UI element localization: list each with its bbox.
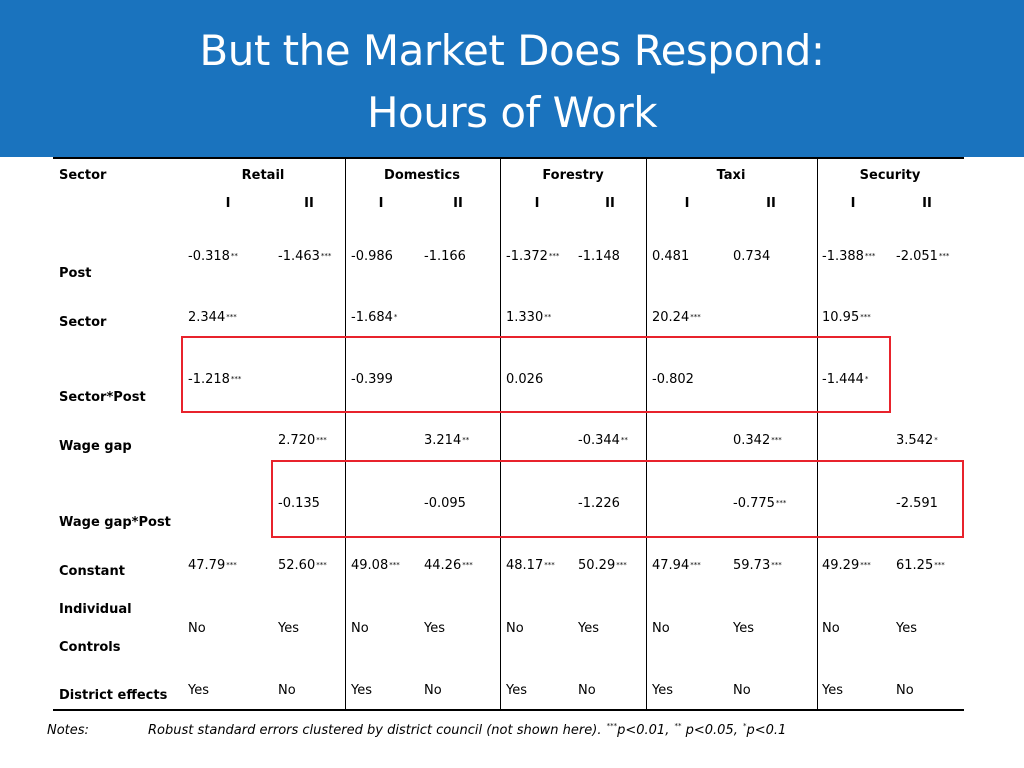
significance-stars: ***: [389, 561, 400, 569]
column-label: II: [453, 196, 463, 211]
table-cell: [896, 250, 949, 264]
significance-stars: ***: [938, 252, 950, 260]
cell-value: -0.318: [188, 249, 230, 264]
significance-stars: ***: [690, 561, 701, 569]
cell-value: Yes: [351, 683, 372, 698]
cell-value: 1.330: [506, 310, 544, 325]
significance-stars: *: [864, 375, 869, 383]
notes-label: Notes:: [47, 723, 89, 738]
cell-value: 61.25: [896, 558, 934, 573]
significance-stars: ***: [934, 561, 945, 569]
column-label: I: [684, 196, 690, 211]
row-label: Wage gap: [59, 439, 132, 454]
cell-value: -1.148: [578, 249, 620, 264]
notes-sig3: p<0.1: [746, 723, 787, 738]
row-label: Sector: [59, 315, 107, 330]
table-cell: [351, 311, 397, 325]
table-cell: [652, 559, 701, 573]
table-bottom-rule: [53, 709, 964, 711]
cell-value: 2.720: [278, 433, 316, 448]
table-cell: [188, 311, 237, 325]
table-cell: [278, 250, 331, 264]
cell-value: 50.29: [578, 558, 616, 573]
cell-value: No: [822, 621, 840, 636]
cell-value: -2.591: [896, 496, 938, 511]
significance-stars: ***: [616, 561, 627, 569]
cell-value: -0.775: [733, 496, 775, 511]
significance-stars: **: [462, 436, 470, 444]
group-header-domestics: Domestics: [384, 168, 460, 183]
significance-stars: *: [393, 313, 398, 321]
significance-stars: ***: [462, 561, 473, 569]
significance-stars: ***: [860, 561, 871, 569]
cell-value: No: [351, 621, 369, 636]
cell-value: 49.29: [822, 558, 860, 573]
column-label: II: [304, 196, 314, 211]
table-top-rule: [53, 157, 964, 159]
table-cell: [188, 250, 238, 264]
cell-value: -1.388: [822, 249, 864, 264]
cell-value: Yes: [652, 683, 673, 698]
cell-value: Yes: [278, 621, 299, 636]
cell-value: 47.79: [188, 558, 226, 573]
slide-title-line2: Hours of Work: [366, 88, 658, 137]
table-cell: [896, 684, 914, 698]
cell-value: 20.24: [652, 310, 690, 325]
cell-value: Yes: [896, 621, 917, 636]
table-cell: [822, 311, 871, 325]
table-cell: [733, 684, 751, 698]
notes-sig1: p<0.01,: [617, 723, 670, 738]
cell-value: No: [578, 683, 596, 698]
row-label: Constant: [59, 564, 125, 579]
cell-value: 59.73: [733, 558, 771, 573]
cell-value: 0.481: [652, 249, 690, 264]
significance-stars: ***: [316, 561, 327, 569]
cell-value: Yes: [424, 621, 445, 636]
table-cell: [652, 622, 670, 636]
table-cell: [188, 622, 206, 636]
significance-stars: ***: [548, 252, 560, 260]
significance-stars: ***: [690, 313, 701, 321]
table-cell: [578, 684, 596, 698]
table-cell: [278, 622, 299, 636]
column-label: I: [850, 196, 856, 211]
table-cell: [278, 684, 296, 698]
table-cell: [506, 622, 524, 636]
table-cell: [424, 684, 442, 698]
column-label: II: [766, 196, 776, 211]
row-label: Sector*Post: [59, 390, 146, 405]
row-label: Individual: [59, 602, 132, 617]
cell-value: -1.226: [578, 496, 620, 511]
cell-value: Yes: [578, 621, 599, 636]
cell-value: -0.802: [652, 372, 694, 387]
cell-value: -1.444: [822, 372, 864, 387]
group-header-retail: Retail: [241, 168, 285, 183]
cell-value: 48.17: [506, 558, 544, 573]
group-header-taxi: Taxi: [716, 168, 746, 183]
notes-main: Robust standard errors clustered by district council (not shown here).: [148, 723, 602, 738]
table-cell: [278, 559, 327, 573]
table-cell: [506, 684, 527, 698]
cell-value: 0.342: [733, 433, 771, 448]
column-separator: [646, 158, 647, 710]
cell-value: 47.94: [652, 558, 690, 573]
cell-value: -1.463: [278, 249, 320, 264]
table-cell: [578, 622, 599, 636]
significance-stars: ***: [320, 252, 332, 260]
notes-sig2-stars: **: [674, 722, 682, 730]
significance-stars: ***: [771, 561, 782, 569]
table-cell: [506, 250, 559, 264]
table-cell: [424, 622, 445, 636]
row-label: District effects: [59, 688, 168, 703]
table-cell: [822, 559, 871, 573]
cell-value: 52.60: [278, 558, 316, 573]
cell-value: 2.344: [188, 310, 226, 325]
cell-value: No: [278, 683, 296, 698]
table-cell: [188, 684, 209, 698]
cell-value: -1.166: [424, 249, 466, 264]
table-cell: [733, 250, 770, 264]
table-cell: [733, 559, 782, 573]
table-cell: [896, 622, 917, 636]
cell-value: 0.734: [733, 249, 771, 264]
table-cell: [188, 559, 237, 573]
column-label: I: [378, 196, 384, 211]
significance-stars: *: [934, 436, 938, 444]
cell-value: -1.684: [351, 310, 393, 325]
table-cell: [896, 434, 938, 448]
significance-stars: ***: [775, 499, 787, 507]
table-cell: [822, 684, 843, 698]
cell-value: Yes: [506, 683, 527, 698]
wage-gap-post-highlight: [271, 460, 964, 538]
notes-sig1-stars: ***: [606, 722, 618, 730]
table-cell: [351, 559, 400, 573]
table-cell: [733, 622, 754, 636]
significance-stars: ***: [771, 436, 782, 444]
column-label: I: [534, 196, 540, 211]
table-cell: [652, 311, 701, 325]
table-cell: [351, 684, 372, 698]
sector-header: Sector: [59, 168, 107, 183]
column-separator: [500, 158, 501, 710]
significance-stars: ***: [316, 436, 327, 444]
cell-value: -0.986: [351, 249, 393, 264]
table-cell: [506, 559, 555, 573]
significance-stars: ***: [226, 561, 237, 569]
column-separator: [817, 158, 818, 710]
table-cell: [652, 684, 673, 698]
significance-stars: ***: [544, 561, 555, 569]
slide-title-line1: But the Market Does Respond:: [199, 26, 825, 75]
column-separator: [345, 158, 346, 710]
notes-sig3-stars: *: [742, 722, 747, 730]
significance-stars: ***: [864, 252, 876, 260]
significance-stars: ***: [226, 313, 237, 321]
cell-value: Yes: [733, 621, 754, 636]
cell-value: 44.26: [424, 558, 462, 573]
cell-value: -0.095: [424, 496, 466, 511]
table-cell: [578, 250, 620, 264]
cell-value: -2.051: [896, 249, 938, 264]
notes-text: [148, 723, 786, 738]
cell-value: -0.344: [578, 433, 620, 448]
table-cell: [822, 250, 875, 264]
group-header-security: Security: [859, 168, 921, 183]
table-cell: [822, 622, 840, 636]
cell-value: No: [652, 621, 670, 636]
row-label: Post: [59, 266, 92, 281]
table-cell: [896, 559, 945, 573]
cell-value: 3.542: [896, 433, 934, 448]
cell-value: 49.08: [351, 558, 389, 573]
cell-value: No: [188, 621, 206, 636]
column-label: II: [922, 196, 932, 211]
cell-value: No: [506, 621, 524, 636]
table-cell: [578, 559, 627, 573]
table-cell: [351, 622, 369, 636]
table-cell: [578, 434, 628, 448]
cell-value: Yes: [822, 683, 843, 698]
table-cell: [351, 250, 393, 264]
significance-stars: ***: [860, 313, 871, 321]
cell-value: No: [896, 683, 914, 698]
cell-value: 10.95: [822, 310, 860, 325]
table-cell: [424, 434, 469, 448]
cell-value: No: [424, 683, 442, 698]
notes-sig2: p<0.05,: [681, 723, 738, 738]
cell-value: 3.214: [424, 433, 462, 448]
cell-value: -1.218: [188, 372, 230, 387]
significance-stars: **: [230, 252, 238, 260]
row-label: Controls: [59, 640, 121, 655]
group-header-forestry: Forestry: [542, 168, 604, 183]
row-label: Wage gap*Post: [59, 515, 171, 530]
significance-stars: **: [620, 436, 628, 444]
cell-value: -0.399: [351, 372, 393, 387]
column-label: I: [225, 196, 231, 211]
significance-stars: ***: [230, 375, 242, 383]
sector-post-highlight: [181, 336, 891, 413]
table-cell: [424, 250, 466, 264]
table-cell: [652, 250, 689, 264]
table-cell: [424, 559, 473, 573]
column-label: II: [605, 196, 615, 211]
significance-stars: **: [544, 313, 552, 321]
table-cell: [278, 434, 327, 448]
cell-value: 0.026: [506, 372, 544, 387]
table-cell: [506, 311, 551, 325]
cell-value: Yes: [188, 683, 209, 698]
cell-value: No: [733, 683, 751, 698]
table-cell: [733, 434, 782, 448]
cell-value: -1.372: [506, 249, 548, 264]
cell-value: -0.135: [278, 496, 320, 511]
